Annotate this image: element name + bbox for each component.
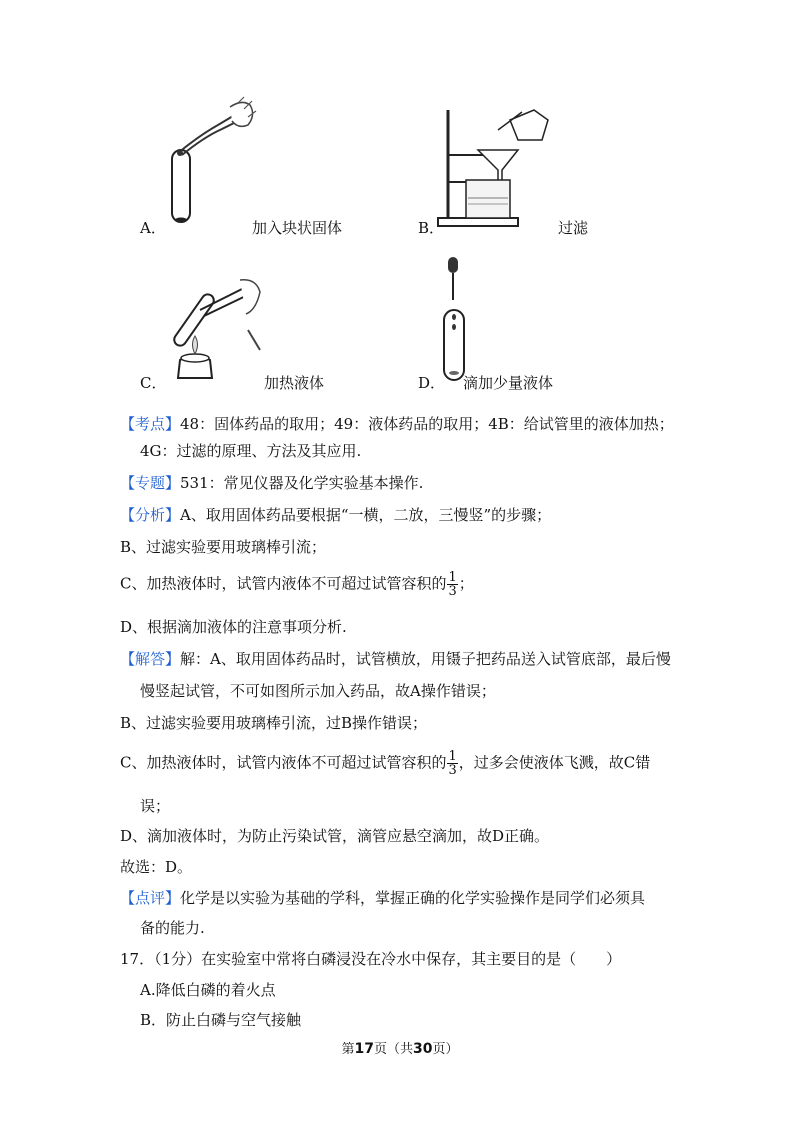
dianping-line-2: 备的能力.	[140, 919, 205, 937]
jieda-line-6: D、滴加液体时，为防止污染试管，滴管应悬空滴加，故D正确。	[120, 827, 550, 845]
zhuanti-line	[120, 473, 423, 493]
fenxi-line-3	[120, 571, 474, 598]
question-17-option-b: B．防止白磷与空气接触	[140, 1011, 302, 1029]
zhuanti-tag: 【专题】	[120, 474, 181, 492]
question-17-stem: 17．（1分）在实验室中常将白磷浸没在冷水中保存，其主要目的是（ ）	[120, 950, 622, 968]
fraction-one-third	[447, 571, 457, 598]
fenxi-text-3-pre: C、加热液体时，试管内液体不可超过试管容积的	[120, 574, 447, 593]
jieda-tag: 【解答】	[120, 650, 181, 668]
jieda-line-3: B、过滤实验要用玻璃棒引流，过B操作错误；	[120, 714, 428, 732]
dianping-text-1: 化学是以实验为基础的学科，掌握正确的化学实验操作是同学们必须具	[180, 889, 646, 907]
footer-mid: 页（共	[373, 1042, 413, 1057]
jieda-text-4-post: ，过多会使液体飞溅，故C错	[458, 753, 651, 772]
fenxi-line-4: D、根据滴加液体的注意事项分析.	[120, 618, 347, 636]
footer-total-pages: 30	[413, 1041, 433, 1057]
option-c-letter: C．	[140, 374, 167, 392]
option-a-caption: 加入块状固体	[252, 219, 343, 237]
alcohol-lamp-illustration	[160, 270, 270, 385]
option-d-caption: 滴加少量液体	[463, 374, 554, 392]
option-c-caption: 加热液体	[264, 374, 325, 392]
figure-b-filtration	[438, 100, 558, 230]
fraction-numerator: 1	[448, 570, 457, 585]
kaodian-tag: 【考点】	[120, 415, 181, 433]
jieda-line-7: 故选：D。	[120, 858, 193, 876]
jieda-text-1: 解：A、取用固体药品时，试管横放，用镊子把药品送入试管底部，最后慢	[180, 650, 671, 668]
figure-a-add-solid	[160, 95, 270, 230]
kaodian-text-1: 48：固体药品的取用；49：液体药品的取用；4B：给试管里的液体加热；	[180, 415, 674, 433]
jieda-line-4	[120, 750, 650, 777]
figure-c-heating	[160, 270, 270, 385]
fraction-numerator-2: 1	[448, 749, 457, 764]
jieda-line-5: 误；	[140, 797, 171, 815]
footer-page-number: 17	[354, 1041, 374, 1057]
zhuanti-text: 531：常见仪器及化学实验基本操作.	[180, 474, 424, 492]
jieda-line-1	[120, 649, 671, 669]
fraction-one-third-2	[447, 750, 457, 777]
page-footer	[0, 1038, 800, 1057]
filtration-illustration	[438, 100, 558, 230]
jieda-line-2: 慢竖起试管，不可如图所示加入药品，故A操作错误；	[140, 682, 496, 700]
kaodian-line-2: 4G：过滤的原理、方法及其应用.	[140, 442, 362, 460]
fenxi-line-2: B、过滤实验要用玻璃棒引流；	[120, 538, 327, 556]
option-d-letter: D．	[418, 374, 446, 392]
kaodian-line-1	[120, 414, 674, 434]
fraction-denominator: 3	[448, 584, 457, 599]
dropper-test-tube-illustration	[440, 255, 470, 385]
dianping-tag: 【点评】	[120, 889, 181, 907]
dianping-line-1	[120, 888, 645, 908]
option-b-letter: B．	[418, 219, 445, 237]
fraction-denominator-2: 3	[448, 763, 457, 778]
figure-d-dropper	[440, 255, 470, 385]
footer-pre: 第	[341, 1042, 355, 1057]
fenxi-tag: 【分析】	[120, 506, 181, 524]
test-tube-tweezers-illustration	[160, 95, 270, 230]
fenxi-text-3-post: ；	[458, 574, 474, 593]
option-a-letter: A．	[140, 219, 166, 237]
fenxi-text-1: A、取用固体药品要根据“一横，二放，三慢竖”的步骤；	[180, 506, 552, 524]
fenxi-line-1	[120, 505, 551, 525]
option-b-caption: 过滤	[558, 219, 589, 237]
footer-post: 页）	[432, 1042, 459, 1057]
question-17-option-a: A.降低白磷的着火点	[140, 981, 276, 999]
jieda-text-4-pre: C、加热液体时，试管内液体不可超过试管容积的	[120, 753, 447, 772]
